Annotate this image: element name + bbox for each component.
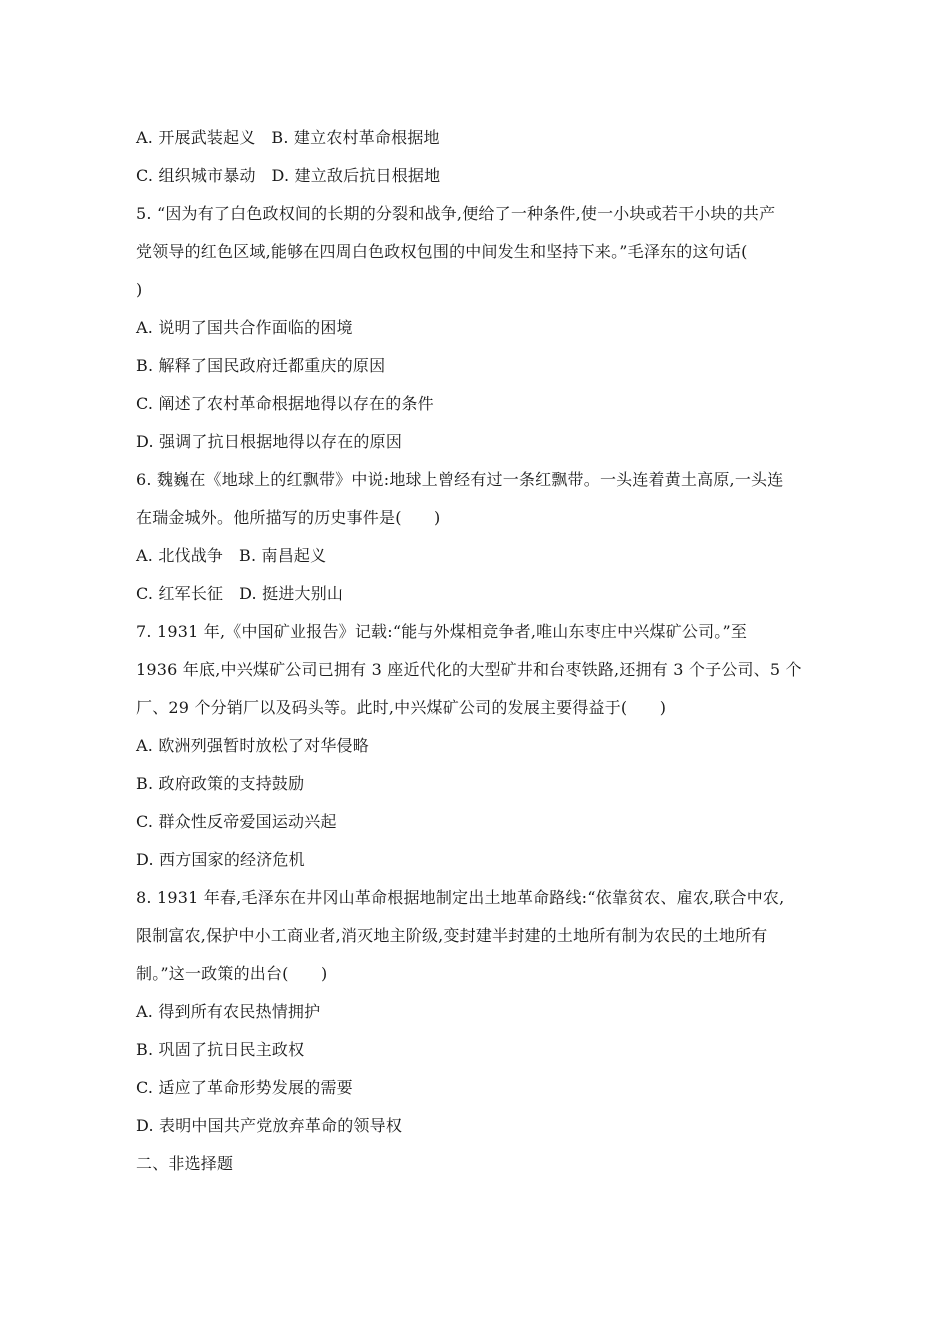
q7-stem-line-3: 厂、29 个分销厂以及码头等。此时,中兴煤矿公司的发展主要得益于( ) [136, 698, 667, 717]
q8-option-a: A. 得到所有农民热情拥护 [136, 1002, 321, 1021]
q7-option-c: C. 群众性反帝爱国运动兴起 [136, 812, 337, 831]
q5-option-d: D. 强调了抗日根据地得以存在的原因 [136, 432, 403, 451]
q6-stem-line-1: 6. 魏巍在《地球上的红飘带》中说:地球上曾经有过一条红飘带。一头连着黄土高原,一头连 [136, 470, 784, 489]
q6-options-cd: C. 红军长征 D. 挺进大别山 [136, 584, 344, 603]
q4-options-cd: C. 组织城市暴动 D. 建立敌后抗日根据地 [136, 166, 441, 185]
document-body [136, 124, 816, 1188]
q6-stem-line-2: 在瑞金城外。他所描写的历史事件是( ) [136, 508, 441, 527]
q5-stem-line-1: 5. “因为有了白色政权间的长期的分裂和战争,便给了一种条件,使一小块或若干小块的共产 [136, 204, 776, 223]
section-heading-non-choice: 二、非选择题 [136, 1154, 234, 1173]
q8-stem-line-2: 限制富农,保护中小工商业者,消灭地主阶级,变封建半封建的土地所有制为农民的土地所有 [136, 926, 768, 945]
q5-option-b: B. 解释了国民政府迁都重庆的原因 [136, 356, 386, 375]
q8-stem-line-1: 8. 1931 年春,毛泽东在井冈山革命根据地制定出土地革命路线:“依靠贫农、雇农,联合中农, [136, 888, 785, 907]
q8-option-b: B. 巩固了抗日民主政权 [136, 1040, 305, 1059]
q5-option-c: C. 阐述了农村革命根据地得以存在的条件 [136, 394, 434, 413]
q7-option-d: D. 西方国家的经济危机 [136, 850, 305, 869]
q7-option-b: B. 政府政策的支持鼓励 [136, 774, 305, 793]
q5-option-a: A. 说明了国共合作面临的困境 [136, 318, 353, 337]
q5-stem-line-2: 党领导的红色区域,能够在四周白色政权包围的中间发生和坚持下来。”毛泽东的这句话( [136, 242, 748, 261]
q6-options-ab: A. 北伐战争 B. 南昌起义 [136, 546, 327, 565]
q7-option-a: A. 欧洲列强暂时放松了对华侵略 [136, 736, 369, 755]
q8-option-c: C. 适应了革命形势发展的需要 [136, 1078, 353, 1097]
q4-options-ab: A. 开展武装起义 B. 建立农村革命根据地 [136, 128, 440, 147]
q5-stem-line-3: ) [136, 280, 143, 299]
q7-stem-line-1: 7. 1931 年,《中国矿业报告》记载:“能与外煤相竞争者,唯山东枣庄中兴煤矿公司。”至 [136, 622, 748, 641]
q8-stem-line-3: 制。”这一政策的出台( ) [136, 964, 328, 983]
q7-stem-line-2: 1936 年底,中兴煤矿公司已拥有 3 座近代化的大型矿井和台枣铁路,还拥有 3 个子公司、5 个 [136, 660, 802, 679]
q8-option-d: D. 表明中国共产党放弃革命的领导权 [136, 1116, 403, 1135]
